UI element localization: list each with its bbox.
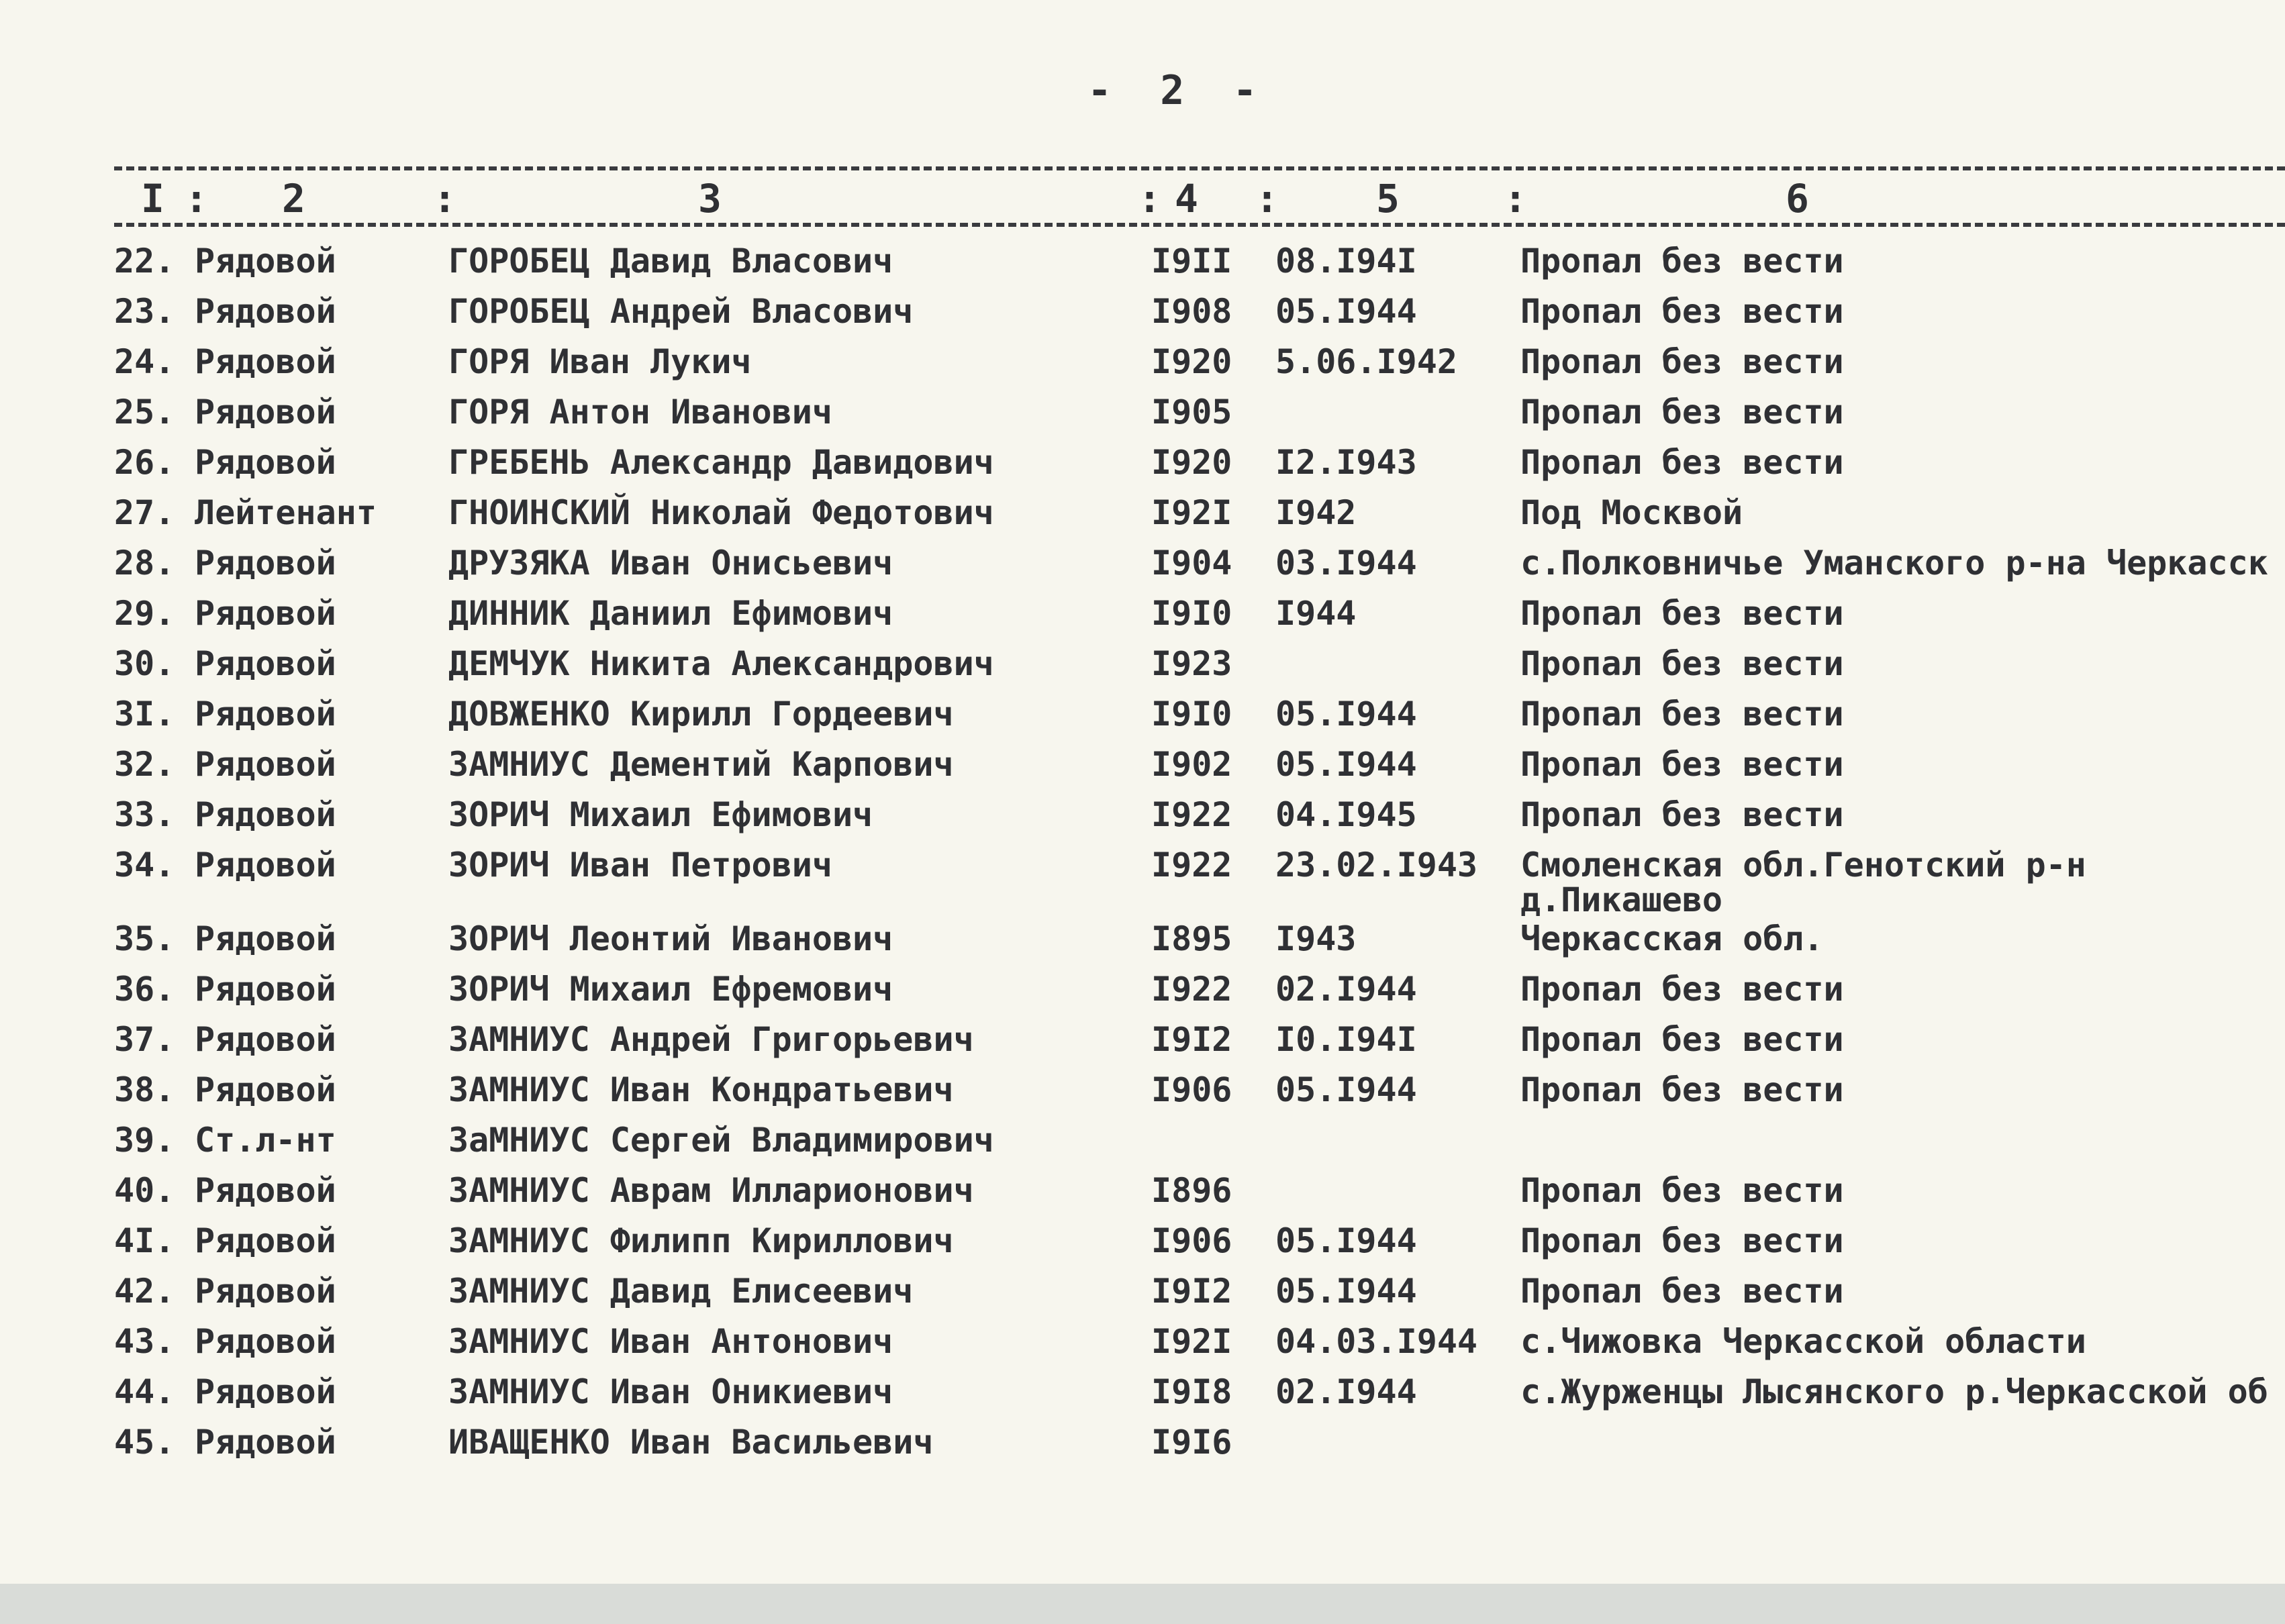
- fate-cell: Пропал без вести: [1520, 443, 1844, 482]
- date-cell: 02.I944: [1275, 970, 1417, 1009]
- date-cell: 05.I944: [1275, 1221, 1417, 1260]
- fate-cell: Пропал без вести: [1520, 745, 1844, 784]
- name-cell: ДИННИК Даниил Ефимович: [448, 594, 893, 633]
- fate-cell: Под Москвой: [1520, 493, 1743, 532]
- birth-year-cell: I920: [1151, 443, 1232, 482]
- table-row: [0, 644, 2285, 695]
- row-number: 37.: [114, 1020, 175, 1059]
- rank-cell: Рядовой: [195, 1020, 336, 1059]
- date-cell: 5.06.I942: [1275, 342, 1457, 381]
- rank-cell: Рядовой: [195, 594, 336, 633]
- column-header-3: 3: [698, 176, 722, 221]
- row-number: 39.: [114, 1121, 175, 1160]
- rank-cell: Рядовой: [195, 242, 336, 281]
- name-cell: ЗАМНИУС Аврам Илларионович: [448, 1171, 974, 1210]
- row-number: 3I.: [114, 695, 175, 733]
- rank-cell: Рядовой: [195, 1423, 336, 1462]
- rank-cell: Рядовой: [195, 846, 336, 884]
- column-separator: :: [1255, 176, 1279, 221]
- date-cell: 05.I944: [1275, 292, 1417, 331]
- name-cell: ЗАМНИУС Иван Кондратьевич: [448, 1070, 954, 1109]
- name-cell: ЗОРИЧ Леонтий Иванович: [448, 919, 893, 958]
- table-row: [0, 695, 2285, 745]
- table-row: [0, 493, 2285, 544]
- row-number: 30.: [114, 644, 175, 683]
- row-number: 45.: [114, 1423, 175, 1462]
- row-number: 42.: [114, 1272, 175, 1311]
- table-row: [0, 1020, 2285, 1070]
- table-row: [0, 594, 2285, 644]
- column-separator: :: [1504, 176, 1527, 221]
- birth-year-cell: I9I2: [1151, 1020, 1232, 1059]
- fate-cell: Пропал без вести: [1520, 1171, 1844, 1210]
- rank-cell: Рядовой: [195, 544, 336, 582]
- row-number: 44.: [114, 1372, 175, 1411]
- column-separator: :: [185, 176, 208, 221]
- date-cell: 02.I944: [1275, 1372, 1417, 1411]
- table-row: [0, 342, 2285, 393]
- fate-cell: Черкасская обл.: [1520, 919, 1824, 958]
- row-number: 35.: [114, 919, 175, 958]
- name-cell: ГОРЯ Антон Иванович: [448, 393, 832, 432]
- name-cell: ЗОРИЧ Михаил Ефремович: [448, 970, 893, 1009]
- birth-year-cell: I896: [1151, 1171, 1232, 1210]
- name-cell: ИВАЩЕНКО Иван Васильевич: [448, 1423, 934, 1462]
- rank-cell: Рядовой: [195, 970, 336, 1009]
- column-header-6: 6: [1786, 176, 1809, 221]
- birth-year-cell: I9I2: [1151, 1272, 1232, 1311]
- name-cell: ГНОИНСКИЙ Николай Федотович: [448, 493, 994, 532]
- birth-year-cell: I906: [1151, 1070, 1232, 1109]
- rank-cell: Рядовой: [195, 745, 336, 784]
- birth-year-cell: I906: [1151, 1221, 1232, 1260]
- row-number: 28.: [114, 544, 175, 582]
- page-number: - 2 -: [1087, 67, 1269, 114]
- column-header-5: 5: [1376, 176, 1400, 221]
- name-cell: ЗаМНИУС Сергей Владимирович: [448, 1121, 994, 1160]
- row-number: 4I.: [114, 1221, 175, 1260]
- fate-cell: Пропал без вести: [1520, 644, 1844, 683]
- date-cell: 23.02.I943: [1275, 846, 1478, 884]
- birth-year-cell: I902: [1151, 745, 1232, 784]
- table-row: [0, 1272, 2285, 1322]
- table-row: [0, 443, 2285, 493]
- fate-cell: с.Чижовка Черкасской области: [1520, 1322, 2086, 1361]
- rank-cell: Рядовой: [195, 443, 336, 482]
- name-cell: ДОВЖЕНКО Кирилл Гордеевич: [448, 695, 954, 733]
- fate-cell: Пропал без вести: [1520, 242, 1844, 281]
- table-row: [0, 1121, 2285, 1171]
- row-number: 24.: [114, 342, 175, 381]
- fate-cell: Пропал без вести: [1520, 1272, 1844, 1311]
- date-cell: 05.I944: [1275, 1272, 1417, 1311]
- name-cell: ЗАМНИУС Иван Антонович: [448, 1322, 893, 1361]
- column-header-4: 4: [1175, 176, 1198, 221]
- table-row: [0, 393, 2285, 443]
- date-cell: 03.I944: [1275, 544, 1417, 582]
- table-row: [0, 1322, 2285, 1372]
- rank-cell: Лейтенант: [195, 493, 377, 532]
- birth-year-cell: I9I0: [1151, 594, 1232, 633]
- name-cell: ГОРОБЕЦ Андрей Власович: [448, 292, 914, 331]
- row-number: 40.: [114, 1171, 175, 1210]
- rank-cell: Рядовой: [195, 1171, 336, 1210]
- rank-cell: Рядовой: [195, 1070, 336, 1109]
- birth-year-cell: I923: [1151, 644, 1232, 683]
- table-row: [0, 1372, 2285, 1423]
- name-cell: ГОРОБЕЦ Давид Власович: [448, 242, 893, 281]
- rank-cell: Рядовой: [195, 1322, 336, 1361]
- row-number: 38.: [114, 1070, 175, 1109]
- row-number: 32.: [114, 745, 175, 784]
- fate-cell: Пропал без вести: [1520, 594, 1844, 633]
- rank-cell: Рядовой: [195, 292, 336, 331]
- fate-cell: с.Журженцы Лысянского р.Черкасской об: [1520, 1372, 2268, 1411]
- birth-year-cell: I92I: [1151, 1322, 1232, 1361]
- name-cell: ЗАМНИУС Иван Оникиевич: [448, 1372, 893, 1411]
- row-number: 26.: [114, 443, 175, 482]
- rank-cell: Рядовой: [195, 342, 336, 381]
- date-cell: I0.I94I: [1275, 1020, 1417, 1059]
- table-row: [0, 846, 2285, 919]
- rank-cell: Рядовой: [195, 919, 336, 958]
- date-cell: I944: [1275, 594, 1357, 633]
- fate-cell: Пропал без вести: [1520, 1020, 1844, 1059]
- name-cell: ЗАМНИУС Дементий Карпович: [448, 745, 954, 784]
- birth-year-cell: I904: [1151, 544, 1232, 582]
- column-header-2: 2: [282, 176, 305, 221]
- table-row: [0, 292, 2285, 342]
- date-cell: 05.I944: [1275, 695, 1417, 733]
- fate-cell: Пропал без вести: [1520, 970, 1844, 1009]
- birth-year-cell: I920: [1151, 342, 1232, 381]
- rank-cell: Рядовой: [195, 644, 336, 683]
- table-row: [0, 745, 2285, 795]
- fate-cell: Пропал без вести: [1520, 393, 1844, 432]
- table-header-top-rule: [114, 166, 2285, 170]
- column-separator: :: [433, 176, 456, 221]
- table-row: [0, 242, 2285, 292]
- row-number: 29.: [114, 594, 175, 633]
- birth-year-cell: I9I8: [1151, 1372, 1232, 1411]
- row-number: 25.: [114, 393, 175, 432]
- date-cell: I942: [1275, 493, 1357, 532]
- row-number: 34.: [114, 846, 175, 884]
- date-cell: I2.I943: [1275, 443, 1417, 482]
- date-cell: 05.I944: [1275, 1070, 1417, 1109]
- record-list: [0, 242, 2285, 1473]
- row-number: 23.: [114, 292, 175, 331]
- date-cell: 04.03.I944: [1275, 1322, 1478, 1361]
- fate-cell: Пропал без вести: [1520, 292, 1844, 331]
- fate-cell: Смоленская обл.Генотский р-н: [1520, 846, 2086, 884]
- birth-year-cell: I9I6: [1151, 1423, 1232, 1462]
- birth-year-cell: I922: [1151, 795, 1232, 834]
- rank-cell: Рядовой: [195, 1272, 336, 1311]
- table-row: [0, 1423, 2285, 1473]
- row-number: 27.: [114, 493, 175, 532]
- table-row: [0, 1070, 2285, 1121]
- table-row: [0, 1221, 2285, 1272]
- fate-cell: Пропал без вести: [1520, 1070, 1844, 1109]
- birth-year-cell: I905: [1151, 393, 1232, 432]
- rank-cell: Рядовой: [195, 393, 336, 432]
- name-cell: ГРЕБЕНЬ Александр Давидович: [448, 443, 994, 482]
- name-cell: ЗОРИЧ Иван Петрович: [448, 846, 832, 884]
- row-number: 33.: [114, 795, 175, 834]
- column-header-1: I: [141, 176, 164, 221]
- table-row: [0, 919, 2285, 970]
- birth-year-cell: I9I0: [1151, 695, 1232, 733]
- fate-cell: Пропал без вести: [1520, 342, 1844, 381]
- name-cell: ЗАМНИУС Андрей Григорьевич: [448, 1020, 974, 1059]
- table-row: [0, 795, 2285, 846]
- rank-cell: Рядовой: [195, 795, 336, 834]
- rank-cell: Рядовой: [195, 1372, 336, 1411]
- birth-year-cell: I92I: [1151, 493, 1232, 532]
- birth-year-cell: I908: [1151, 292, 1232, 331]
- fate-cell: Пропал без вести: [1520, 1221, 1844, 1260]
- name-cell: ГОРЯ Иван Лукич: [448, 342, 752, 381]
- fate-cell: Пропал без вести: [1520, 695, 1844, 733]
- fate-cell: с.Полковничье Уманского р-на Черкасск: [1520, 544, 2268, 582]
- table-row: [0, 970, 2285, 1020]
- name-cell: ЗАМНИУС Филипп Кириллович: [448, 1221, 954, 1260]
- birth-year-cell: I9II: [1151, 242, 1232, 281]
- name-cell: ДЕМЧУК Никита Александрович: [448, 644, 994, 683]
- row-number: 43.: [114, 1322, 175, 1361]
- birth-year-cell: I922: [1151, 846, 1232, 884]
- rank-cell: Ст.л-нт: [195, 1121, 336, 1160]
- date-cell: 05.I944: [1275, 745, 1417, 784]
- fate-cell: Пропал без вести: [1520, 795, 1844, 834]
- date-cell: I943: [1275, 919, 1357, 958]
- date-cell: 04.I945: [1275, 795, 1417, 834]
- row-number: 36.: [114, 970, 175, 1009]
- table-row: [0, 1171, 2285, 1221]
- date-cell: 08.I94I: [1275, 242, 1417, 281]
- column-separator: :: [1138, 176, 1161, 221]
- rank-cell: Рядовой: [195, 695, 336, 733]
- rank-cell: Рядовой: [195, 1221, 336, 1260]
- name-cell: ЗОРИЧ Михаил Ефимович: [448, 795, 873, 834]
- name-cell: ЗАМНИУС Давид Елисеевич: [448, 1272, 914, 1311]
- table-row: [0, 544, 2285, 594]
- name-cell: ДРУЗЯКА Иван Онисьевич: [448, 544, 893, 582]
- birth-year-cell: I922: [1151, 970, 1232, 1009]
- row-number: 22.: [114, 242, 175, 281]
- table-header-bottom-rule: [114, 223, 2285, 227]
- birth-year-cell: I895: [1151, 919, 1232, 958]
- fate-cell-continuation: д.Пикашево: [1520, 880, 1723, 919]
